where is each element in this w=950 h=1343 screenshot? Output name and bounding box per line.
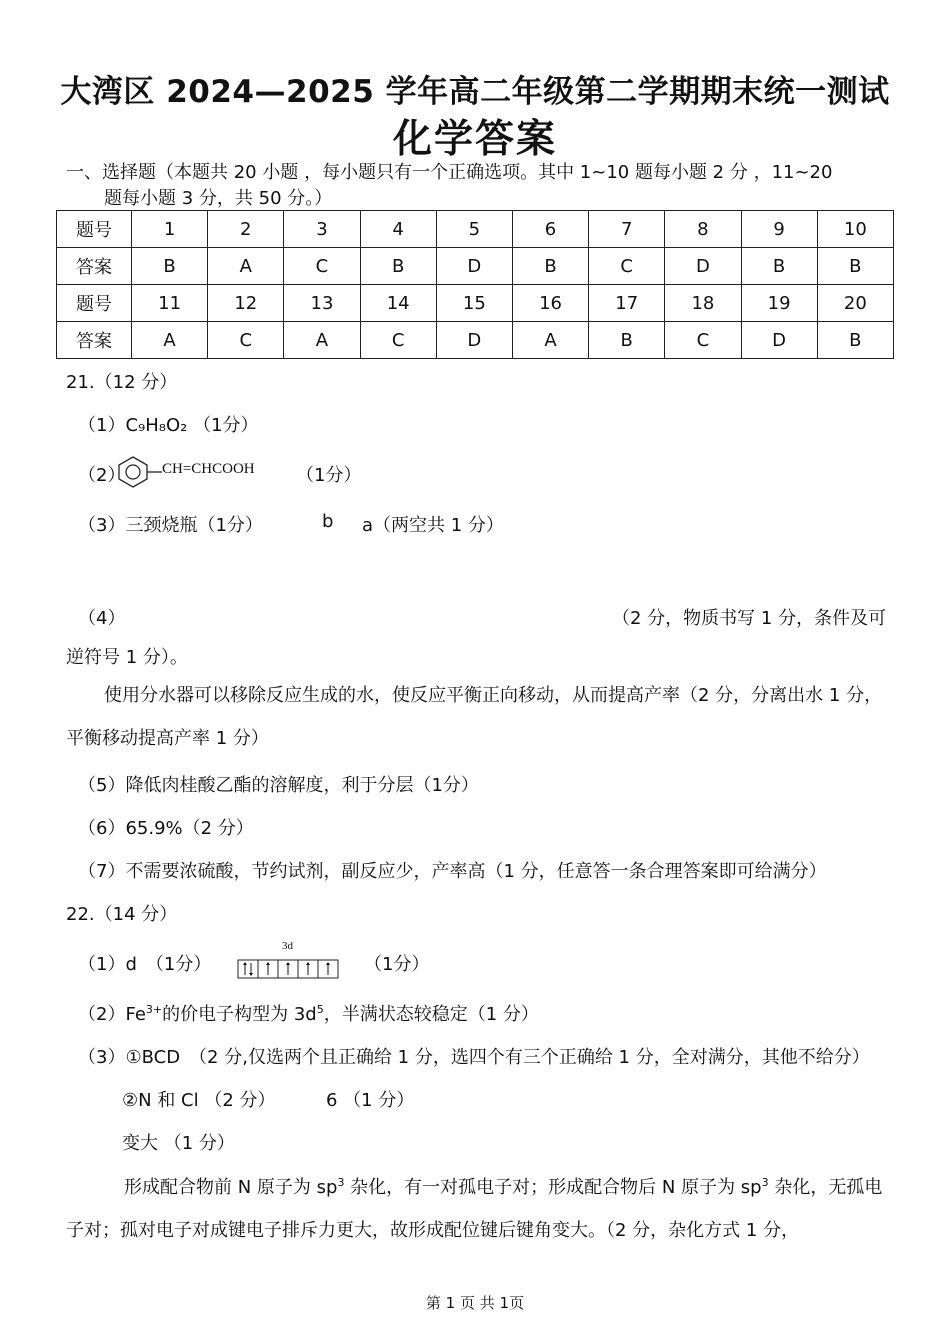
table-cell: B — [360, 248, 436, 285]
section1-heading-line2: 题每小题 3 分，共 50 分。） — [104, 188, 333, 209]
table-cell: 7 — [589, 211, 665, 248]
table-cell: D — [436, 248, 512, 285]
table-cell: B — [741, 248, 817, 285]
table-cell: A — [132, 322, 208, 359]
table-cell: 2 — [208, 211, 284, 248]
table-row-label: 题号 — [57, 211, 132, 248]
q22-part1-score2: （1分） — [364, 954, 430, 975]
q21-part2-score: （1分） — [296, 465, 362, 486]
q22-part2-post: ，半满状态较稳定（1 分） — [323, 1004, 539, 1025]
table-cell: D — [665, 248, 741, 285]
cinnamic-acid-structure — [116, 454, 266, 492]
table-cell: B — [817, 322, 893, 359]
table-cell: 11 — [132, 285, 208, 322]
table-cell: D — [436, 322, 512, 359]
q22-part3: （3）①BCD （2 分,仅选两个且正确给 1 分，选四个有三个正确给 1 分，全对满分，其他不给分） — [78, 1047, 870, 1068]
q22-expl-sup-b: 3 — [761, 1176, 769, 1189]
q21-part7: （7）不需要浓硫酸，节约试剂，副反应少，产率高（1 分，任意答一条合理答案即可给满分） — [78, 861, 827, 882]
table-cell: C — [665, 322, 741, 359]
orbital-boxes-icon — [236, 952, 346, 988]
table-cell: C — [208, 322, 284, 359]
q22-heading: 22.（14 分） — [66, 904, 178, 925]
q21-part2-label: （2） — [78, 465, 126, 486]
q21-part1-formula: C₉H₈O₂ — [125, 415, 188, 436]
q22-part2-mid: 的价电子构型为 3d — [162, 1004, 317, 1025]
q22-part3-2b: 6 （1 分） — [326, 1090, 415, 1111]
q21-part6: （6）65.9%（2 分） — [78, 818, 254, 839]
table-cell: 10 — [817, 211, 893, 248]
table-row — [57, 248, 894, 285]
table-cell: 19 — [741, 285, 817, 322]
q21-part1 — [78, 411, 259, 437]
q21-part4-score: （2 分，物质书写 1 分，条件及可 — [612, 608, 887, 629]
q22-part2 — [78, 1000, 539, 1026]
q21-heading: 21.（12 分） — [66, 372, 178, 393]
q22-expl-a: 形成配合物前 N 原子为 sp — [124, 1177, 338, 1198]
table-row-label: 答案 — [57, 322, 132, 359]
table-cell: 9 — [741, 211, 817, 248]
q22-part3-2: ②N 和 Cl （2 分） — [122, 1090, 276, 1111]
q21-part1-label: （1） — [78, 415, 126, 436]
q22-expl-sup-a: 3 — [337, 1176, 345, 1189]
q21-part4-cont: 逆符号 1 分）。 — [66, 647, 188, 668]
answer-table — [56, 210, 894, 359]
q21-part3: （3）三颈烧瓶（1分） — [78, 515, 263, 536]
table-cell: 6 — [512, 211, 588, 248]
table-cell: 4 — [360, 211, 436, 248]
q22-part2-sup: 3+ — [145, 1003, 163, 1016]
table-cell: 12 — [208, 285, 284, 322]
table-cell: B — [589, 322, 665, 359]
q21-part3-b: b — [322, 511, 334, 532]
section1-heading — [66, 160, 896, 212]
table-cell: C — [360, 322, 436, 359]
q21-part3-a: a（两空共 1 分） — [362, 515, 504, 536]
table-cell: 17 — [589, 285, 665, 322]
q22-expl-c: 杂化，无孤电子对；孤对电子对成键电子排斥力更大，故形成配位键后键角变大。（2 分，杂化方式 1 分， — [66, 1177, 883, 1241]
table-cell: A — [512, 322, 588, 359]
q21-part4-explanation: 使用分水器可以移除反应生成的水，使反应平衡正向移动，从而提高产率（2 分，分离出水 1 分，平衡移动提高产率 1 分） — [66, 685, 883, 749]
table-cell: 20 — [817, 285, 893, 322]
table-cell: C — [284, 248, 360, 285]
table-cell: 3 — [284, 211, 360, 248]
table-row — [57, 322, 894, 359]
table-cell: 13 — [284, 285, 360, 322]
table-cell: 15 — [436, 285, 512, 322]
q21-part4-label: （4） — [78, 608, 126, 629]
q22-part3-3: 变大 （1 分） — [122, 1133, 235, 1154]
table-cell: C — [589, 248, 665, 285]
table-cell: 14 — [360, 285, 436, 322]
table-cell: A — [284, 322, 360, 359]
q22-part3-explanation — [66, 1161, 886, 1252]
table-cell: 1 — [132, 211, 208, 248]
table-cell: 8 — [665, 211, 741, 248]
orbital-label: 3d — [282, 940, 293, 952]
table-cell: 18 — [665, 285, 741, 322]
table-cell: A — [208, 248, 284, 285]
document-title: 大湾区 2024—2025 学年高二年级第二学期期末统一测试 — [60, 74, 890, 110]
table-cell: 16 — [512, 285, 588, 322]
q22-expl-b: 杂化，有一对孤电子对；形成配合物后 N 原子为 sp — [344, 1177, 762, 1198]
table-row-label: 题号 — [57, 285, 132, 322]
table-cell: D — [741, 322, 817, 359]
section1-heading-line1: 一、选择题（本题共 20 小题 ，每小题只有一个正确选项。其中 1~10 题每小题 2 分 ，11~20 — [66, 162, 833, 183]
table-cell: 5 — [436, 211, 512, 248]
page-footer: 第 1 页 共 1页 — [425, 1294, 525, 1312]
table-cell: B — [132, 248, 208, 285]
table-row — [57, 285, 894, 322]
table-row — [57, 211, 894, 248]
q21-part2-struct-text: CH=CHCOOH — [162, 461, 255, 477]
table-cell: B — [817, 248, 893, 285]
table-row-label: 答案 — [57, 248, 132, 285]
q21-part5: （5）降低肉桂酸乙酯的溶解度，利于分层（1分） — [78, 775, 479, 796]
q22-part2-pre: （2）Fe — [78, 1004, 146, 1025]
q21-part1-score: （1分） — [193, 415, 259, 436]
q22-part2-sup2: 5 — [316, 1003, 324, 1016]
q22-part1: （1）d （1分） — [78, 954, 212, 975]
document-subtitle: 化学答案 — [392, 117, 557, 162]
table-cell: B — [512, 248, 588, 285]
